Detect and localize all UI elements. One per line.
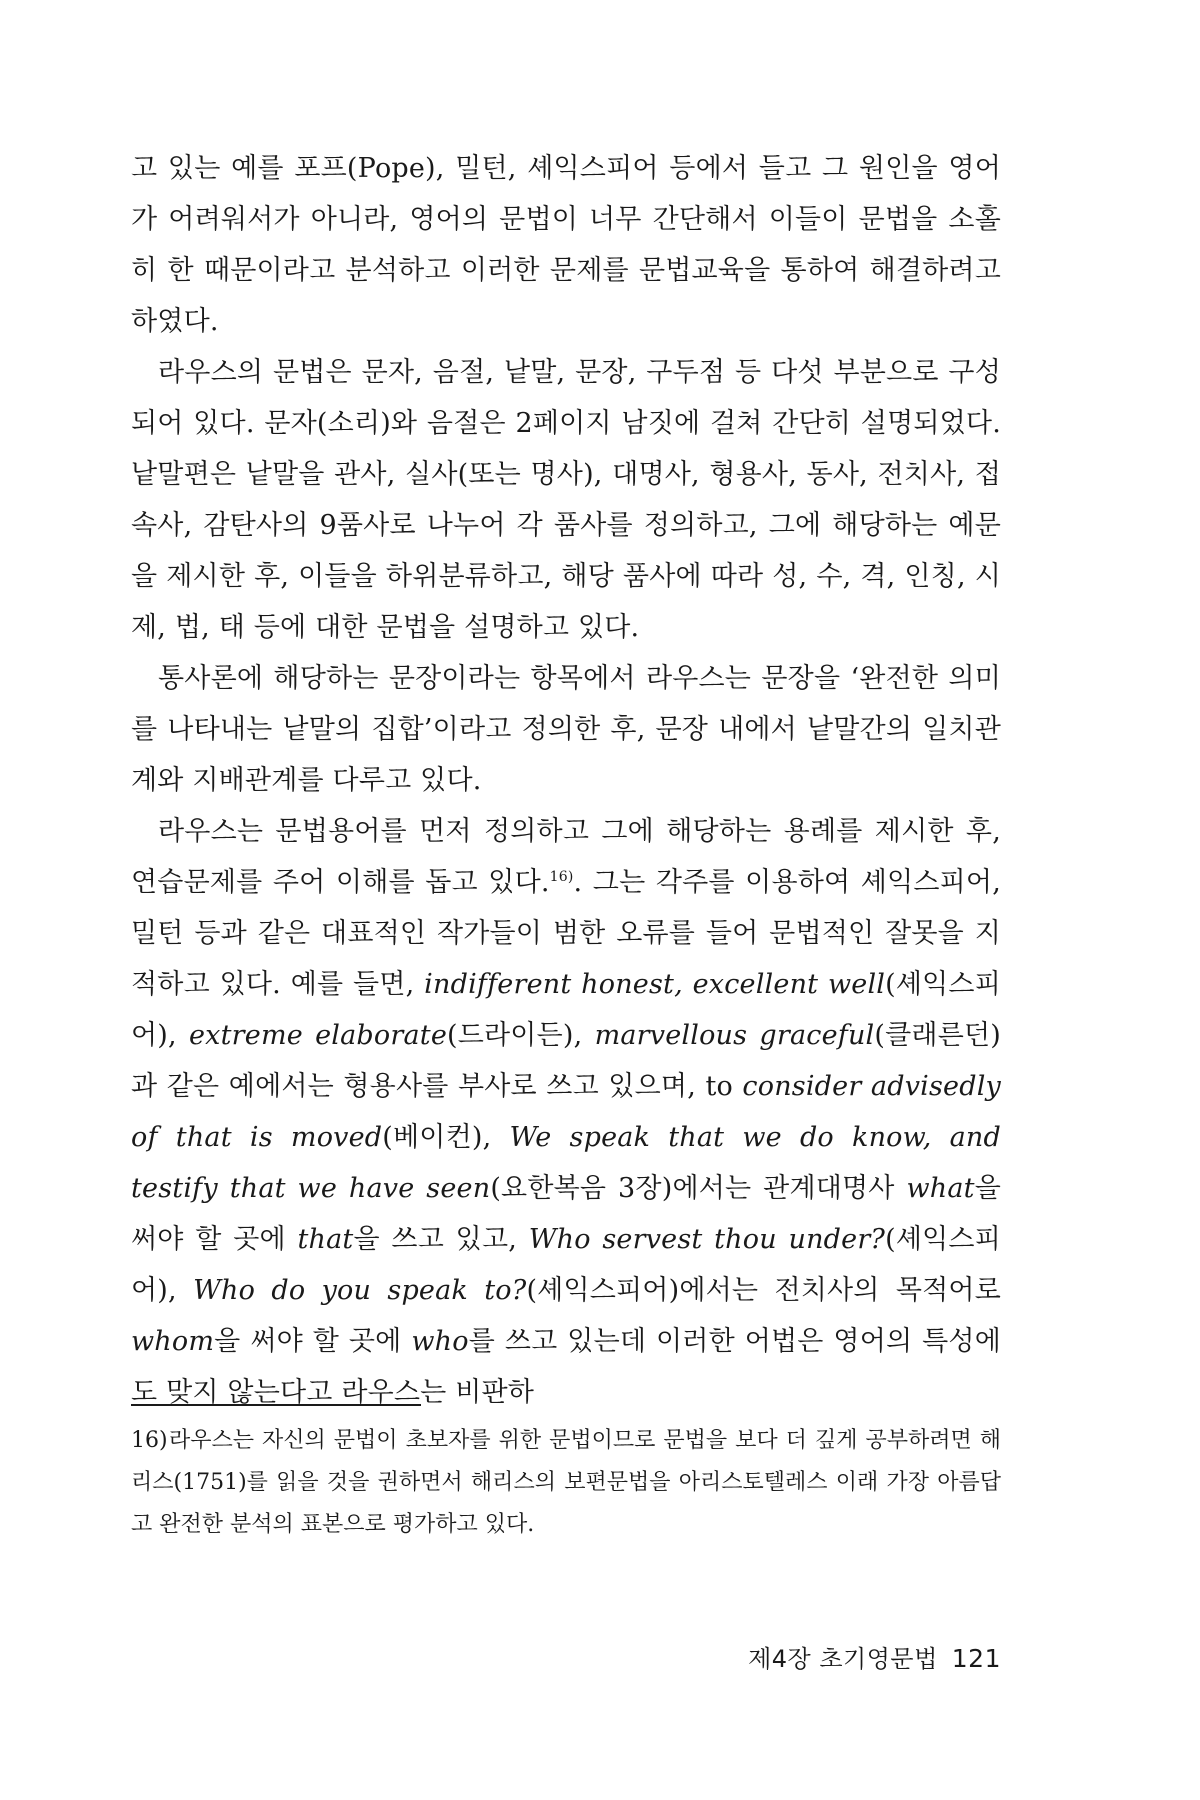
page-number: 121	[951, 1644, 1001, 1673]
paragraph-2: 라우스의 문법은 문자, 음절, 낱말, 문장, 구두점 등 다섯 부분으로 구성되어 있다. 문자(소리)와 음절은 2페이지 남짓에 걸쳐 간단히 설명되었다. 낱말편은 낱말을 관사, 실사(또는 명사), 대명사, 형용사, 동사, 전치사, 접속사, 감탄사의 9품사로 나누어 각 품사를 정의하고, 그에 해당하는 예문을 제시한 후, 이들을 하위분류하고, 해당 품사에 따라 성, 수, 격, 인칭, 시제, 법, 태 등에 대한 문법을 설명하고 있다.	[131, 357, 1001, 643]
example-english: that	[297, 1224, 354, 1255]
example-english: We speak that we do know, and testify that we have seen	[131, 1122, 1001, 1204]
example-english: consider advisedly of that is moved	[131, 1071, 1001, 1153]
footnote-reference[interactable]: 16)	[549, 869, 574, 885]
p4-sentence-1: 라우스는 문법용어를 먼저 정의하고 그에 해당하는 용례를 제시한 후, 연습문제를 주어 이해를 돕고 있다.	[131, 816, 1001, 898]
example-english: Who do you speak to?	[193, 1275, 527, 1306]
p4-text: 을 써야 할 곳에	[214, 1326, 412, 1357]
p4-text: (셰익스피어),	[131, 1224, 1001, 1306]
footnote	[131, 1420, 1001, 1546]
p4-text: (베이컨),	[382, 1122, 510, 1153]
footnote-text: 라우스는 자신의 문법이 초보자를 위한 문법이므로 문법을 보다 더 깊게 공부하려면 해리스(1751)를 읽을 것을 권하면서 해리스의 보편문법을 아리스토텔레스 이래 가장 아름답고 완전한 분석의 표본으로 평가하고 있다.	[131, 1428, 1001, 1537]
paragraph-1: 고 있는 예를 포프(Pope), 밀턴, 셰익스피어 등에서 들고 그 원인을 영어가 어려워서가 아니라, 영어의 문법이 너무 간단해서 이들이 문법을 소홀히 한 때문이라고 분석하고 이러한 문제를 문법교육을 통하여 해결하려고 하였다.	[131, 153, 1001, 337]
p4-text: 을 써야 할 곳에	[131, 1173, 1001, 1255]
p4-text: . 그는 각주를 이용하여 셰익스피어, 밀턴 등과 같은 대표적인 작가들이 범한 오류를 들어 문법적인 잘못을 지적하고 있다. 예를 들면,	[131, 867, 1001, 1000]
footnote-number: 16)	[131, 1428, 168, 1453]
p4-text: (셰익스피어)에서는 전치사의 목적어로	[526, 1275, 1001, 1306]
example-english: what	[906, 1173, 975, 1204]
example-english: marvellous graceful	[594, 1020, 875, 1051]
p4-text: 을 쓰고 있고,	[353, 1224, 529, 1255]
running-footer	[731, 1639, 1001, 1674]
p4-text: 를 쓰고 있는데 이러한 어법은 영어의 특성에도 맞지 않는다고 라우스는 비판하	[131, 1326, 1001, 1408]
body-text	[131, 143, 1001, 1418]
chapter-title: 제4장 초기영문법	[748, 1645, 938, 1673]
p4-text: (셰익스피어),	[131, 969, 1001, 1051]
p4-text: (클래른던)과 같은 예에서는 형용사를 부사로 쓰고 있으며, to	[131, 1020, 1001, 1102]
example-english: extreme elaborate	[189, 1020, 447, 1051]
example-english: whom	[131, 1326, 215, 1357]
paragraph-3: 통사론에 해당하는 문장이라는 항목에서 라우스는 문장을 ‘완전한 의미를 나타내는 낱말의 집합’이라고 정의한 후, 문장 내에서 낱말간의 일치관계와 지배관계를 다루고 있다.	[131, 663, 1001, 796]
example-english: Who servest thou under?	[528, 1224, 886, 1255]
p4-text: (드라이든),	[447, 1020, 595, 1051]
example-english: who	[411, 1326, 469, 1357]
example-english: indifferent honest, excellent well	[424, 969, 886, 1000]
paragraph-4	[131, 806, 1001, 1418]
p4-text: (요한복음 3장)에서는 관계대명사	[490, 1173, 907, 1204]
footnote-divider	[131, 1404, 421, 1406]
